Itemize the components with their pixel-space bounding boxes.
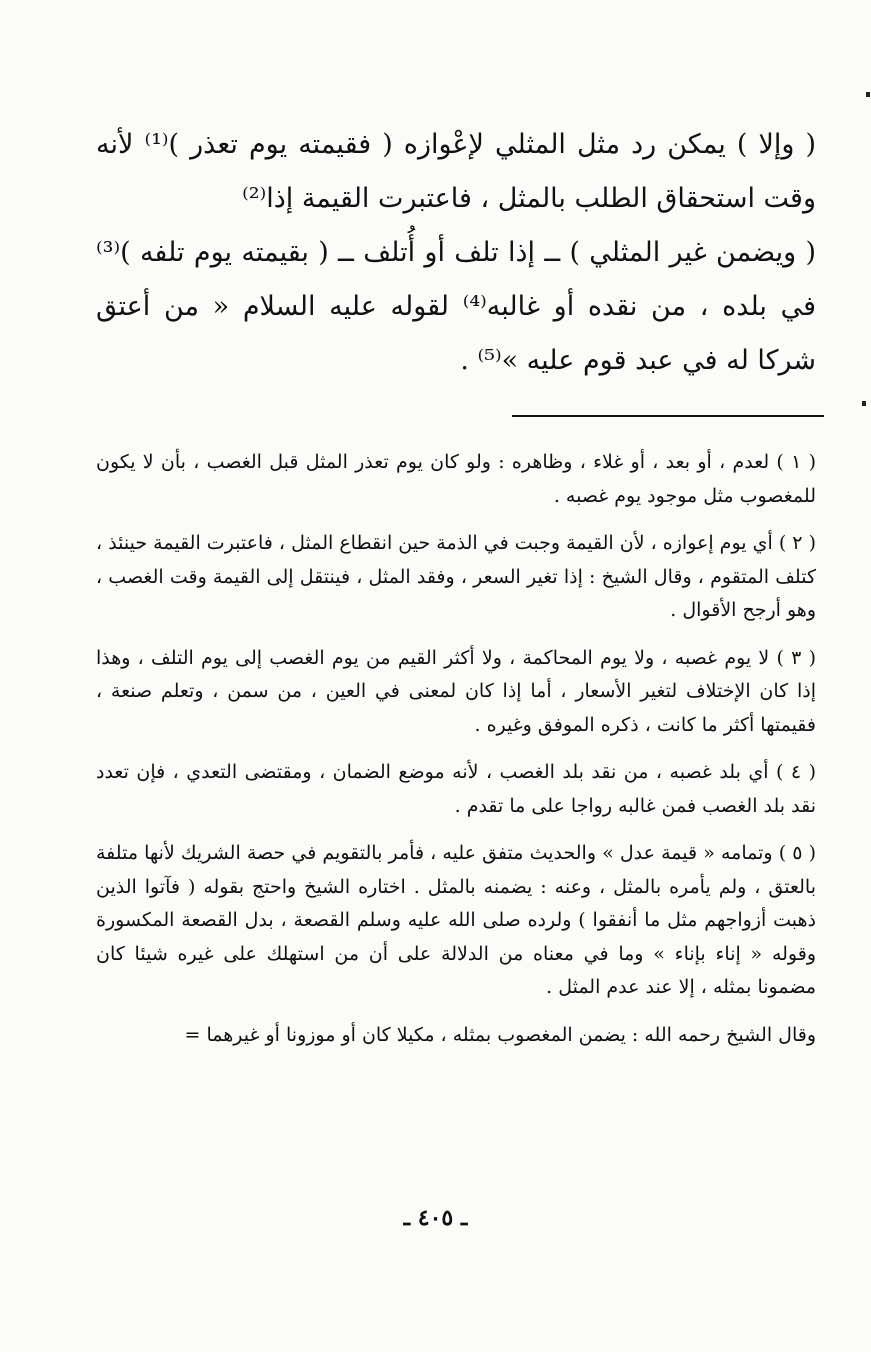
- footnote-2: ( ٢ ) أي يوم إعوازه ، لأن القيمة وجبت في الذمة حين انقطاع المثل ، فاعتبرت القيمة حينئذ ، كتلف المتقوم ، وقال الشيخ : إذا تغير السعر ، وفقد المثل ، فينتقل إلى القيمة وقت الغصب ، وهو أرجح الأقوال .: [96, 532, 816, 621]
- main-paragraph: ( ويضمن غير المثلي ) ــ إذا تلف أو أُتلف ــ ( بقيمته يوم تلفه )⁽³⁾ في بلده ، من نقده أو غالبه⁽⁴⁾ لقوله عليه السلام « من أعتق شركا له في عبد قوم عليه »⁽⁵⁾ .: [96, 237, 816, 376]
- page-edge-mark-bottom: [862, 401, 866, 406]
- main-paragraph: ( وإلا ) يمكن رد مثل المثلي لإعْوازه ( فقيمته يوم تعذر )⁽¹⁾ لأنه وقت استحقاق الطلب بالمثل ، فاعتبرت القيمة إذا⁽²⁾: [96, 129, 816, 214]
- main-text: [96, 118, 816, 388]
- footnote-separator: [512, 415, 824, 417]
- footnotes: [96, 446, 816, 1052]
- footnote-1: ( ١ ) لعدم ، أو بعد ، أو غلاء ، وظاهره : ولو كان يوم تعذر المثل قبل الغصب ، بأن لا يكون للمغصوب مثل موجود يوم غصبه .: [96, 451, 816, 507]
- page-edge-mark-top: [866, 92, 870, 97]
- footnote-3: ( ٣ ) لا يوم غصبه ، ولا يوم المحاكمة ، ولا أكثر القيم من يوم الغصب إلى يوم التلف ، وهذا إذا كان الإختلاف لتغير الأسعار ، أما إذا كان لمعنى في العين ، من سمن ، وتعلم صنعة ، فقيمتها أكثر ما كانت ، ذكره الموفق وغيره .: [96, 646, 816, 736]
- footnote-continuation: وقال الشيخ رحمه الله : يضمن المغصوب بمثله ، مكيلا كان أو موزونا أو غيرهما =: [184, 1023, 816, 1046]
- page-number: ـ ٤٠٥ ـ: [403, 1205, 468, 1231]
- footnote-5: ( ٥ ) وتمامه « قيمة عدل » والحديث متفق عليه ، فأمر بالتقويم في حصة الشريك لأنها متلفة بالعتق ، ولم يأمره بالمثل ، وعنه : يضمنه بالمثل . اختاره الشيخ واحتج بقوله ( فآتوا الذين ذهبت أزواجهم مثل ما أنفقوا ) ولرده صلى الله عليه وسلم القصعة ، بدل القصعة المكسورة وقوله « إناء بإناء » وما في معناه من الدلالة على أن من استهلك على غيره شيئا كان مضمونا بمثله ، إلا عند عدم المثل .: [96, 842, 816, 998]
- footnote-4: ( ٤ ) أي بلد غصبه ، من نقد بلد الغصب ، لأنه موضع الضمان ، ومقتضى التعدي ، فإن تعدد نقد بلد الغصب فمن غالبه رواجا على ما تقدم .: [96, 761, 817, 817]
